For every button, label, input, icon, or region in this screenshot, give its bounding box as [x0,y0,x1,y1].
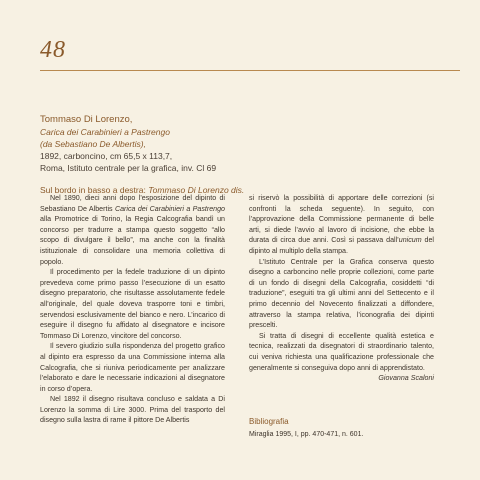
paragraph: Il procedimento per la fedele traduzione di un dipinto prevedeva come primo passo l’esecuzione di un esatto disegno preparatorio, che risultasse assolutamente fedele all’originale, del quale doveva trasporre toni e timbri, servendosi esclusivamente del bianco e nero. L’incarico di eseguire il disegno fu affidato al disegnatore e incisore Tommaso Di Lorenzo, vincitore del concorso. [40,268,225,340]
caption-note-italic: Tommaso Di Lorenzo dis. [148,185,245,195]
paragraph-text: si riservò la possibilità di apportare delle correzioni (si confronti la scheda seguente). In seguito, con l’approvazione della Commissione permanente di belle arti, si diede l’avvio al lavoro di incisione, che ebbe la durata di circa due anni. Così si passava dall’ [249,194,434,245]
bibliography-entry: Miraglia 1995, I, pp. 470-471, n. 601. [249,431,364,438]
artwork-caption [40,114,340,196]
page-number: 48 [40,37,66,63]
paragraph: Si tratta di disegni di eccellente qualità estetica e tecnica, realizzati da disegnatori di straordinario talento, cui veniva richiesta una qualificazione professionale che generalmente si conseguiva dopo anni di apprendistato. [249,331,434,372]
paragraph: Il severo giudizio sulla rispondenza del progetto grafico al dipinto era espresso da una Commissione interna alla Calcografia, che si riuniva periodicamente per analizzare l’elaborato e dare le necessarie indicazioni al disegnatore in corso d’opera. [40,342,225,393]
paragraph-text: del dipinto al multiplo della stampa. [249,236,434,255]
paragraph-italic: unicum [398,236,422,245]
paragraph-italic: Carica dei Carabinieri a Pastrengo [114,204,225,213]
header-rule [40,70,460,71]
caption-author: Tommaso Di Lorenzo, [40,114,133,125]
caption-subtitle: (da Sebastiano De Albertis), [40,139,146,149]
paragraph: Nel 1892 il disegno risultava concluso e saldata a Di Lorenzo la somma di Lire 3000. Prima del trasporto del disegno sulla lastra di rame il pittore De Albertis [40,395,225,425]
paragraph-text: alla Promotrice di Torino, la Regia Calcografia bandì un concorso per tradurre a stampa questo soggetto “allo scopo di divulgare il bello”, ma anche con la finalità istituzionale di consolidare una memoria collettiva di popolo. [40,215,225,266]
paragraph: L’Istituto Centrale per la Grafica conserva questo disegno a carboncino nelle proprie collezioni, come parte di un fondo di disegni della Calcografia, cosiddetti “di traduzione”, eseguiti tra gli ultimi anni del Settecento e il primo decennio del Novecento finalizzati a diffondere, attraverso la stampa relativa, l’iconografia dei dipinti prescelti. [249,257,434,330]
author-signature: Giovanna Scaloni [378,374,434,383]
body-column-left [40,193,225,426]
caption-location: Roma, Istituto centrale per la grafica, inv. Cl 69 [40,163,217,173]
paragraph [40,193,225,267]
body-column-right [249,193,434,384]
caption-note-prefix: Sul bordo in basso a destra: [40,185,149,195]
bibliography-heading: Bibliografia [249,417,289,426]
paragraph-text: Nel 1890, dieci anni dopo l’esposizione del dipinto di Sebastiano De Albertis [40,194,225,213]
caption-technique: 1892, carboncino, cm 65,5 x 113,7, [40,151,173,161]
caption-title: Carica dei Carabinieri a Pastrengo [40,127,170,137]
paragraph [249,193,434,257]
